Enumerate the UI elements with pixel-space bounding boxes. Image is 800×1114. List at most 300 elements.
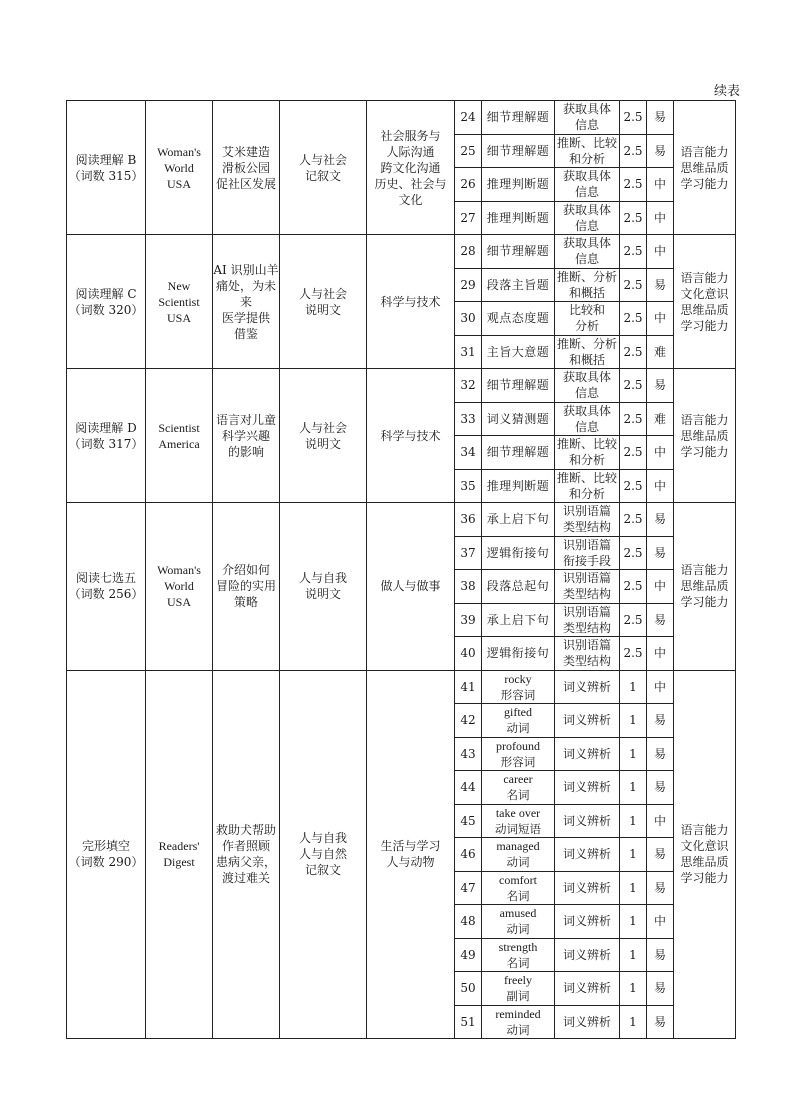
theme-cell — [367, 369, 455, 503]
topic-cell-line: 滑板公园 — [221, 160, 270, 175]
section-name-cell — [67, 235, 146, 369]
core-literacy-cell — [674, 235, 736, 369]
score-cell: 2.5 — [620, 637, 647, 671]
section-name-cell-line: 阅读七选五 — [75, 571, 136, 586]
context-cell-line: 人与自然 — [298, 847, 347, 862]
context-cell-line: 记叙文 — [304, 168, 341, 183]
difficulty-cell: 中 — [647, 201, 674, 235]
question-number-cell: 47 — [455, 871, 482, 905]
context-cell-line: 人与社会 — [298, 286, 347, 301]
difficulty-cell: 易 — [647, 871, 674, 905]
source-cell — [146, 369, 213, 503]
part-of-speech: 动词 — [506, 721, 530, 736]
source-cell-line: Woman's — [157, 563, 201, 578]
core-literacy-cell — [674, 101, 736, 235]
section-name-cell — [67, 101, 146, 235]
question-number-cell: 50 — [455, 972, 482, 1006]
question-number-cell: 45 — [455, 804, 482, 838]
answer-word: comfort — [499, 872, 537, 887]
skill-line: 识别语篇 — [562, 504, 611, 519]
core-literacy-line: 思维品质 — [680, 302, 729, 317]
core-literacy-line: 文化意识 — [680, 839, 729, 854]
difficulty-cell: 易 — [647, 268, 674, 302]
question-type-cell: 推理判断题 — [482, 469, 555, 503]
source-cell-line: Digest — [163, 855, 195, 870]
topic-cell-line: 渡过难关 — [221, 871, 270, 886]
question-number-cell: 44 — [455, 771, 482, 805]
difficulty-cell: 易 — [647, 603, 674, 637]
topic-cell-line: 痛处，为未来 — [215, 278, 276, 309]
question-type-cell: 细节理解题 — [482, 235, 555, 269]
skill-line: 获取具体 — [562, 102, 611, 117]
skill-cell — [555, 201, 620, 235]
difficulty-cell: 易 — [647, 536, 674, 570]
skill-line: 类型结构 — [562, 620, 611, 635]
skill-line: 推断、比较 — [556, 470, 617, 485]
skill-line: 类型结构 — [562, 587, 611, 602]
answer-word: amused — [499, 906, 537, 921]
topic-cell-line: 患病父亲， — [215, 855, 276, 870]
answer-word: reminded — [495, 1006, 541, 1021]
score-cell: 2.5 — [620, 603, 647, 637]
topic-cell — [213, 503, 280, 671]
difficulty-cell: 易 — [647, 369, 674, 403]
topic-cell-line: 借鉴 — [233, 326, 258, 341]
section-name-cell-line: （词数 320） — [68, 302, 144, 317]
question-number-cell: 29 — [455, 268, 482, 302]
theme-cell-line: 跨文化沟通 — [380, 160, 441, 175]
skill-line: 获取具体 — [562, 236, 611, 251]
answer-word-cell — [482, 838, 555, 872]
skill-cell: 词义辨析 — [555, 972, 620, 1006]
score-cell: 1 — [620, 838, 647, 872]
table-row — [67, 503, 736, 537]
score-cell: 2.5 — [620, 536, 647, 570]
score-cell: 1 — [620, 737, 647, 771]
context-cell-line: 人与社会 — [298, 420, 347, 435]
skill-cell — [555, 436, 620, 470]
question-number-cell: 39 — [455, 603, 482, 637]
answer-word: take over — [495, 805, 541, 820]
skill-line: 识别语篇 — [562, 571, 611, 586]
part-of-speech: 形容词 — [500, 754, 536, 769]
skill-cell: 词义辨析 — [555, 804, 620, 838]
score-cell: 2.5 — [620, 302, 647, 336]
core-literacy-cell — [674, 670, 736, 1039]
theme-cell-line: 科学与技术 — [380, 294, 441, 309]
context-cell-line: 人与社会 — [298, 152, 347, 167]
score-cell: 2.5 — [620, 201, 647, 235]
question-type-cell: 观点态度题 — [482, 302, 555, 336]
topic-cell-line: 促社区发展 — [215, 176, 276, 191]
part-of-speech: 副词 — [506, 989, 530, 1004]
part-of-speech: 名词 — [506, 788, 530, 803]
section-name-cell-line: （词数 256） — [68, 587, 144, 602]
topic-cell-line: 救助犬帮助 — [215, 823, 276, 838]
skill-cell: 词义辨析 — [555, 737, 620, 771]
source-cell-line: Readers' — [158, 839, 200, 854]
question-type-cell: 承上启下句 — [482, 503, 555, 537]
difficulty-cell: 中 — [647, 469, 674, 503]
theme-cell — [367, 670, 455, 1039]
question-number-cell: 43 — [455, 737, 482, 771]
skill-line: 识别语篇 — [562, 604, 611, 619]
context-cell — [280, 235, 367, 369]
skill-line: 识别语篇 — [562, 537, 611, 552]
skill-cell: 词义辨析 — [555, 938, 620, 972]
question-number-cell: 49 — [455, 938, 482, 972]
score-cell: 2.5 — [620, 469, 647, 503]
section-name-cell — [67, 503, 146, 671]
question-type-cell: 逻辑衔接句 — [482, 536, 555, 570]
skill-cell — [555, 603, 620, 637]
section-name-cell-line: （词数 315） — [68, 168, 144, 183]
skill-line: 信息 — [574, 118, 599, 133]
score-cell: 2.5 — [620, 134, 647, 168]
table-row — [67, 101, 736, 135]
theme-cell-line: 做人与做事 — [380, 579, 441, 594]
skill-cell — [555, 168, 620, 202]
skill-cell: 词义辨析 — [555, 771, 620, 805]
source-cell-line: Woman's — [157, 144, 201, 159]
source-cell — [146, 235, 213, 369]
question-type-cell: 承上启下句 — [482, 603, 555, 637]
skill-line: 类型结构 — [562, 654, 611, 669]
core-literacy-line: 语言能力 — [680, 270, 729, 285]
difficulty-cell: 易 — [647, 737, 674, 771]
section-name-cell-line: 完形填空 — [81, 839, 130, 854]
source-cell — [146, 503, 213, 671]
question-type-cell: 细节理解题 — [482, 369, 555, 403]
skill-cell — [555, 235, 620, 269]
difficulty-cell: 中 — [647, 570, 674, 604]
section-name-cell — [67, 369, 146, 503]
difficulty-cell: 易 — [647, 972, 674, 1006]
skill-line: 信息 — [574, 419, 599, 434]
source-cell-line: Scientist — [158, 420, 200, 435]
exam-analysis-table — [66, 100, 736, 1039]
section-name-cell-line: （词数 317） — [68, 436, 144, 451]
part-of-speech: 形容词 — [500, 687, 536, 702]
section-name-cell — [67, 670, 146, 1039]
core-literacy-line: 思维品质 — [680, 855, 729, 870]
core-literacy-line: 思维品质 — [680, 579, 729, 594]
skill-cell: 词义辨析 — [555, 670, 620, 704]
core-literacy-line: 语言能力 — [680, 144, 729, 159]
skill-line: 获取具体 — [562, 370, 611, 385]
skill-cell — [555, 536, 620, 570]
answer-word: profound — [496, 738, 540, 753]
core-literacy-line: 学习能力 — [680, 444, 729, 459]
difficulty-cell: 易 — [647, 134, 674, 168]
score-cell: 2.5 — [620, 369, 647, 403]
source-cell — [146, 101, 213, 235]
score-cell: 2.5 — [620, 101, 647, 135]
topic-cell — [213, 101, 280, 235]
question-type-cell: 词义猜测题 — [482, 402, 555, 436]
question-type-cell: 推理判断题 — [482, 168, 555, 202]
skill-cell — [555, 637, 620, 671]
skill-line: 推断、分析 — [556, 269, 617, 284]
difficulty-cell: 易 — [647, 1005, 674, 1039]
difficulty-cell: 中 — [647, 905, 674, 939]
answer-word-cell — [482, 771, 555, 805]
core-literacy-line: 语言能力 — [680, 563, 729, 578]
theme-cell-line: 社会服务与 — [380, 128, 441, 143]
difficulty-cell: 易 — [647, 503, 674, 537]
part-of-speech: 动词短语 — [495, 821, 541, 836]
source-cell — [146, 670, 213, 1039]
theme-cell — [367, 235, 455, 369]
skill-line: 和分析 — [568, 486, 605, 501]
topic-cell-line: 艾米建造 — [221, 144, 270, 159]
question-number-cell: 26 — [455, 168, 482, 202]
score-cell: 1 — [620, 804, 647, 838]
question-number-cell: 36 — [455, 503, 482, 537]
topic-cell-line: 策略 — [233, 595, 258, 610]
context-cell-line: 说明文 — [304, 302, 341, 317]
core-literacy-line: 思维品质 — [680, 160, 729, 175]
skill-line: 信息 — [574, 218, 599, 233]
theme-cell-line: 文化 — [398, 192, 423, 207]
skill-line: 衔接手段 — [562, 553, 611, 568]
context-cell-line: 记叙文 — [304, 863, 341, 878]
question-type-cell: 推理判断题 — [482, 201, 555, 235]
topic-cell-line: 的影响 — [227, 444, 264, 459]
question-number-cell: 30 — [455, 302, 482, 336]
skill-line: 信息 — [574, 386, 599, 401]
part-of-speech: 名词 — [506, 955, 530, 970]
source-cell-line: America — [158, 436, 200, 451]
topic-cell — [213, 235, 280, 369]
difficulty-cell: 中 — [647, 804, 674, 838]
skill-cell: 词义辨析 — [555, 1005, 620, 1039]
theme-cell-line: 人际沟通 — [386, 144, 435, 159]
part-of-speech: 动词 — [506, 855, 530, 870]
core-literacy-cell — [674, 369, 736, 503]
table-row — [67, 369, 736, 403]
difficulty-cell: 易 — [647, 704, 674, 738]
score-cell: 1 — [620, 972, 647, 1006]
core-literacy-line: 语言能力 — [680, 412, 729, 427]
core-literacy-line: 语言能力 — [680, 823, 729, 838]
question-number-cell: 33 — [455, 402, 482, 436]
score-cell: 2.5 — [620, 436, 647, 470]
source-cell-line: New — [167, 278, 191, 293]
part-of-speech: 动词 — [506, 1022, 530, 1037]
question-number-cell: 28 — [455, 235, 482, 269]
question-number-cell: 51 — [455, 1005, 482, 1039]
score-cell: 2.5 — [620, 168, 647, 202]
topic-cell-line: 语言对儿童 — [215, 412, 276, 427]
answer-word: gifted — [504, 705, 532, 720]
topic-cell-line: 科学兴趣 — [221, 428, 270, 443]
core-literacy-line: 文化意识 — [680, 286, 729, 301]
skill-line: 和概括 — [568, 285, 605, 300]
difficulty-cell: 难 — [647, 402, 674, 436]
difficulty-cell: 中 — [647, 302, 674, 336]
core-literacy-line: 学习能力 — [680, 871, 729, 886]
score-cell: 2.5 — [620, 235, 647, 269]
score-cell: 1 — [620, 771, 647, 805]
question-number-cell: 35 — [455, 469, 482, 503]
context-cell — [280, 101, 367, 235]
score-cell: 1 — [620, 938, 647, 972]
question-type-cell: 主旨大意题 — [482, 335, 555, 369]
answer-word: strength — [498, 939, 538, 954]
score-cell: 1 — [620, 905, 647, 939]
score-cell: 2.5 — [620, 335, 647, 369]
source-cell-line: USA — [166, 310, 191, 325]
difficulty-cell: 易 — [647, 771, 674, 805]
answer-word-cell — [482, 670, 555, 704]
table-row — [67, 235, 736, 269]
question-type-cell: 细节理解题 — [482, 134, 555, 168]
skill-line: 获取具体 — [562, 169, 611, 184]
theme-cell — [367, 503, 455, 671]
context-cell-line: 人与自我 — [298, 831, 347, 846]
question-number-cell: 27 — [455, 201, 482, 235]
answer-word: rocky — [504, 671, 532, 686]
score-cell: 2.5 — [620, 570, 647, 604]
score-cell: 2.5 — [620, 402, 647, 436]
answer-word-cell — [482, 1005, 555, 1039]
skill-line: 信息 — [574, 252, 599, 267]
score-cell: 2.5 — [620, 503, 647, 537]
question-type-cell: 细节理解题 — [482, 436, 555, 470]
skill-line: 获取具体 — [562, 202, 611, 217]
skill-line: 信息 — [574, 185, 599, 200]
answer-word-cell — [482, 704, 555, 738]
section-name-cell-line: （词数 290） — [68, 855, 144, 870]
question-type-cell: 逻辑衔接句 — [482, 637, 555, 671]
source-cell-line: USA — [166, 176, 191, 191]
question-number-cell: 46 — [455, 838, 482, 872]
question-number-cell: 37 — [455, 536, 482, 570]
topic-cell-line: AI 识别山羊 — [213, 262, 279, 277]
answer-word-cell — [482, 804, 555, 838]
source-cell-line: World — [164, 579, 194, 594]
skill-line: 分析 — [574, 319, 599, 334]
question-number-cell: 25 — [455, 134, 482, 168]
answer-word: freely — [504, 973, 532, 988]
score-cell: 1 — [620, 670, 647, 704]
question-number-cell: 34 — [455, 436, 482, 470]
difficulty-cell: 中 — [647, 168, 674, 202]
core-literacy-cell — [674, 503, 736, 671]
context-cell-line: 说明文 — [304, 587, 341, 602]
section-name-cell-line: 阅读理解 C — [75, 286, 137, 301]
section-name-cell-line: 阅读理解 B — [75, 152, 137, 167]
theme-cell — [367, 101, 455, 235]
answer-word-cell — [482, 905, 555, 939]
score-cell: 1 — [620, 1005, 647, 1039]
question-number-cell: 24 — [455, 101, 482, 135]
skill-line: 推断、分析 — [556, 336, 617, 351]
skill-line: 和概括 — [568, 352, 605, 367]
skill-line: 识别语篇 — [562, 638, 611, 653]
core-literacy-line: 学习能力 — [680, 318, 729, 333]
theme-cell-line: 历史、社会与 — [374, 176, 447, 191]
answer-word-cell — [482, 972, 555, 1006]
skill-cell — [555, 268, 620, 302]
skill-cell: 词义辨析 — [555, 871, 620, 905]
skill-cell — [555, 302, 620, 336]
topic-cell-line: 医学提供 — [221, 310, 270, 325]
context-cell — [280, 369, 367, 503]
skill-line: 比较和 — [568, 303, 605, 318]
skill-line: 类型结构 — [562, 520, 611, 535]
question-number-cell: 38 — [455, 570, 482, 604]
skill-cell — [555, 469, 620, 503]
question-number-cell: 31 — [455, 335, 482, 369]
core-literacy-line: 学习能力 — [680, 595, 729, 610]
difficulty-cell: 中 — [647, 235, 674, 269]
difficulty-cell: 中 — [647, 670, 674, 704]
skill-cell — [555, 335, 620, 369]
skill-cell — [555, 570, 620, 604]
topic-cell-line: 作者照顾 — [221, 839, 270, 854]
difficulty-cell: 中 — [647, 637, 674, 671]
section-name-cell-line: 阅读理解 D — [75, 420, 137, 435]
skill-cell: 词义辨析 — [555, 704, 620, 738]
theme-cell-line: 人与动物 — [386, 855, 435, 870]
skill-cell — [555, 503, 620, 537]
topic-cell-line: 冒险的实用 — [215, 579, 276, 594]
source-cell-line: USA — [166, 595, 191, 610]
part-of-speech: 名词 — [506, 888, 530, 903]
answer-word: career — [503, 772, 533, 787]
core-literacy-line: 学习能力 — [680, 176, 729, 191]
answer-word-cell — [482, 737, 555, 771]
skill-cell — [555, 369, 620, 403]
skill-line: 获取具体 — [562, 403, 611, 418]
table-continued-caption: 续表 — [713, 84, 740, 99]
question-type-cell: 细节理解题 — [482, 101, 555, 135]
skill-line: 和分析 — [568, 151, 605, 166]
difficulty-cell: 易 — [647, 838, 674, 872]
skill-cell — [555, 134, 620, 168]
source-cell-line: Scientist — [158, 294, 200, 309]
score-cell: 1 — [620, 704, 647, 738]
question-type-cell: 段落主旨题 — [482, 268, 555, 302]
skill-line: 推断、比较 — [556, 135, 617, 150]
skill-cell — [555, 101, 620, 135]
question-number-cell: 32 — [455, 369, 482, 403]
answer-word-cell — [482, 871, 555, 905]
question-number-cell: 40 — [455, 637, 482, 671]
skill-line: 和分析 — [568, 453, 605, 468]
difficulty-cell: 易 — [647, 938, 674, 972]
answer-word-cell — [482, 938, 555, 972]
table-row — [67, 670, 736, 704]
question-type-cell: 段落总起句 — [482, 570, 555, 604]
skill-line: 推断、比较 — [556, 437, 617, 452]
score-cell: 2.5 — [620, 268, 647, 302]
difficulty-cell: 中 — [647, 436, 674, 470]
context-cell-line: 说明文 — [304, 436, 341, 451]
core-literacy-line: 思维品质 — [680, 428, 729, 443]
theme-cell-line: 生活与学习 — [380, 839, 441, 854]
skill-cell: 词义辨析 — [555, 905, 620, 939]
topic-cell — [213, 369, 280, 503]
question-number-cell: 42 — [455, 704, 482, 738]
theme-cell-line: 科学与技术 — [380, 428, 441, 443]
skill-cell: 词义辨析 — [555, 838, 620, 872]
answer-word: managed — [496, 839, 540, 854]
table-body — [67, 101, 736, 1039]
context-cell — [280, 670, 367, 1039]
